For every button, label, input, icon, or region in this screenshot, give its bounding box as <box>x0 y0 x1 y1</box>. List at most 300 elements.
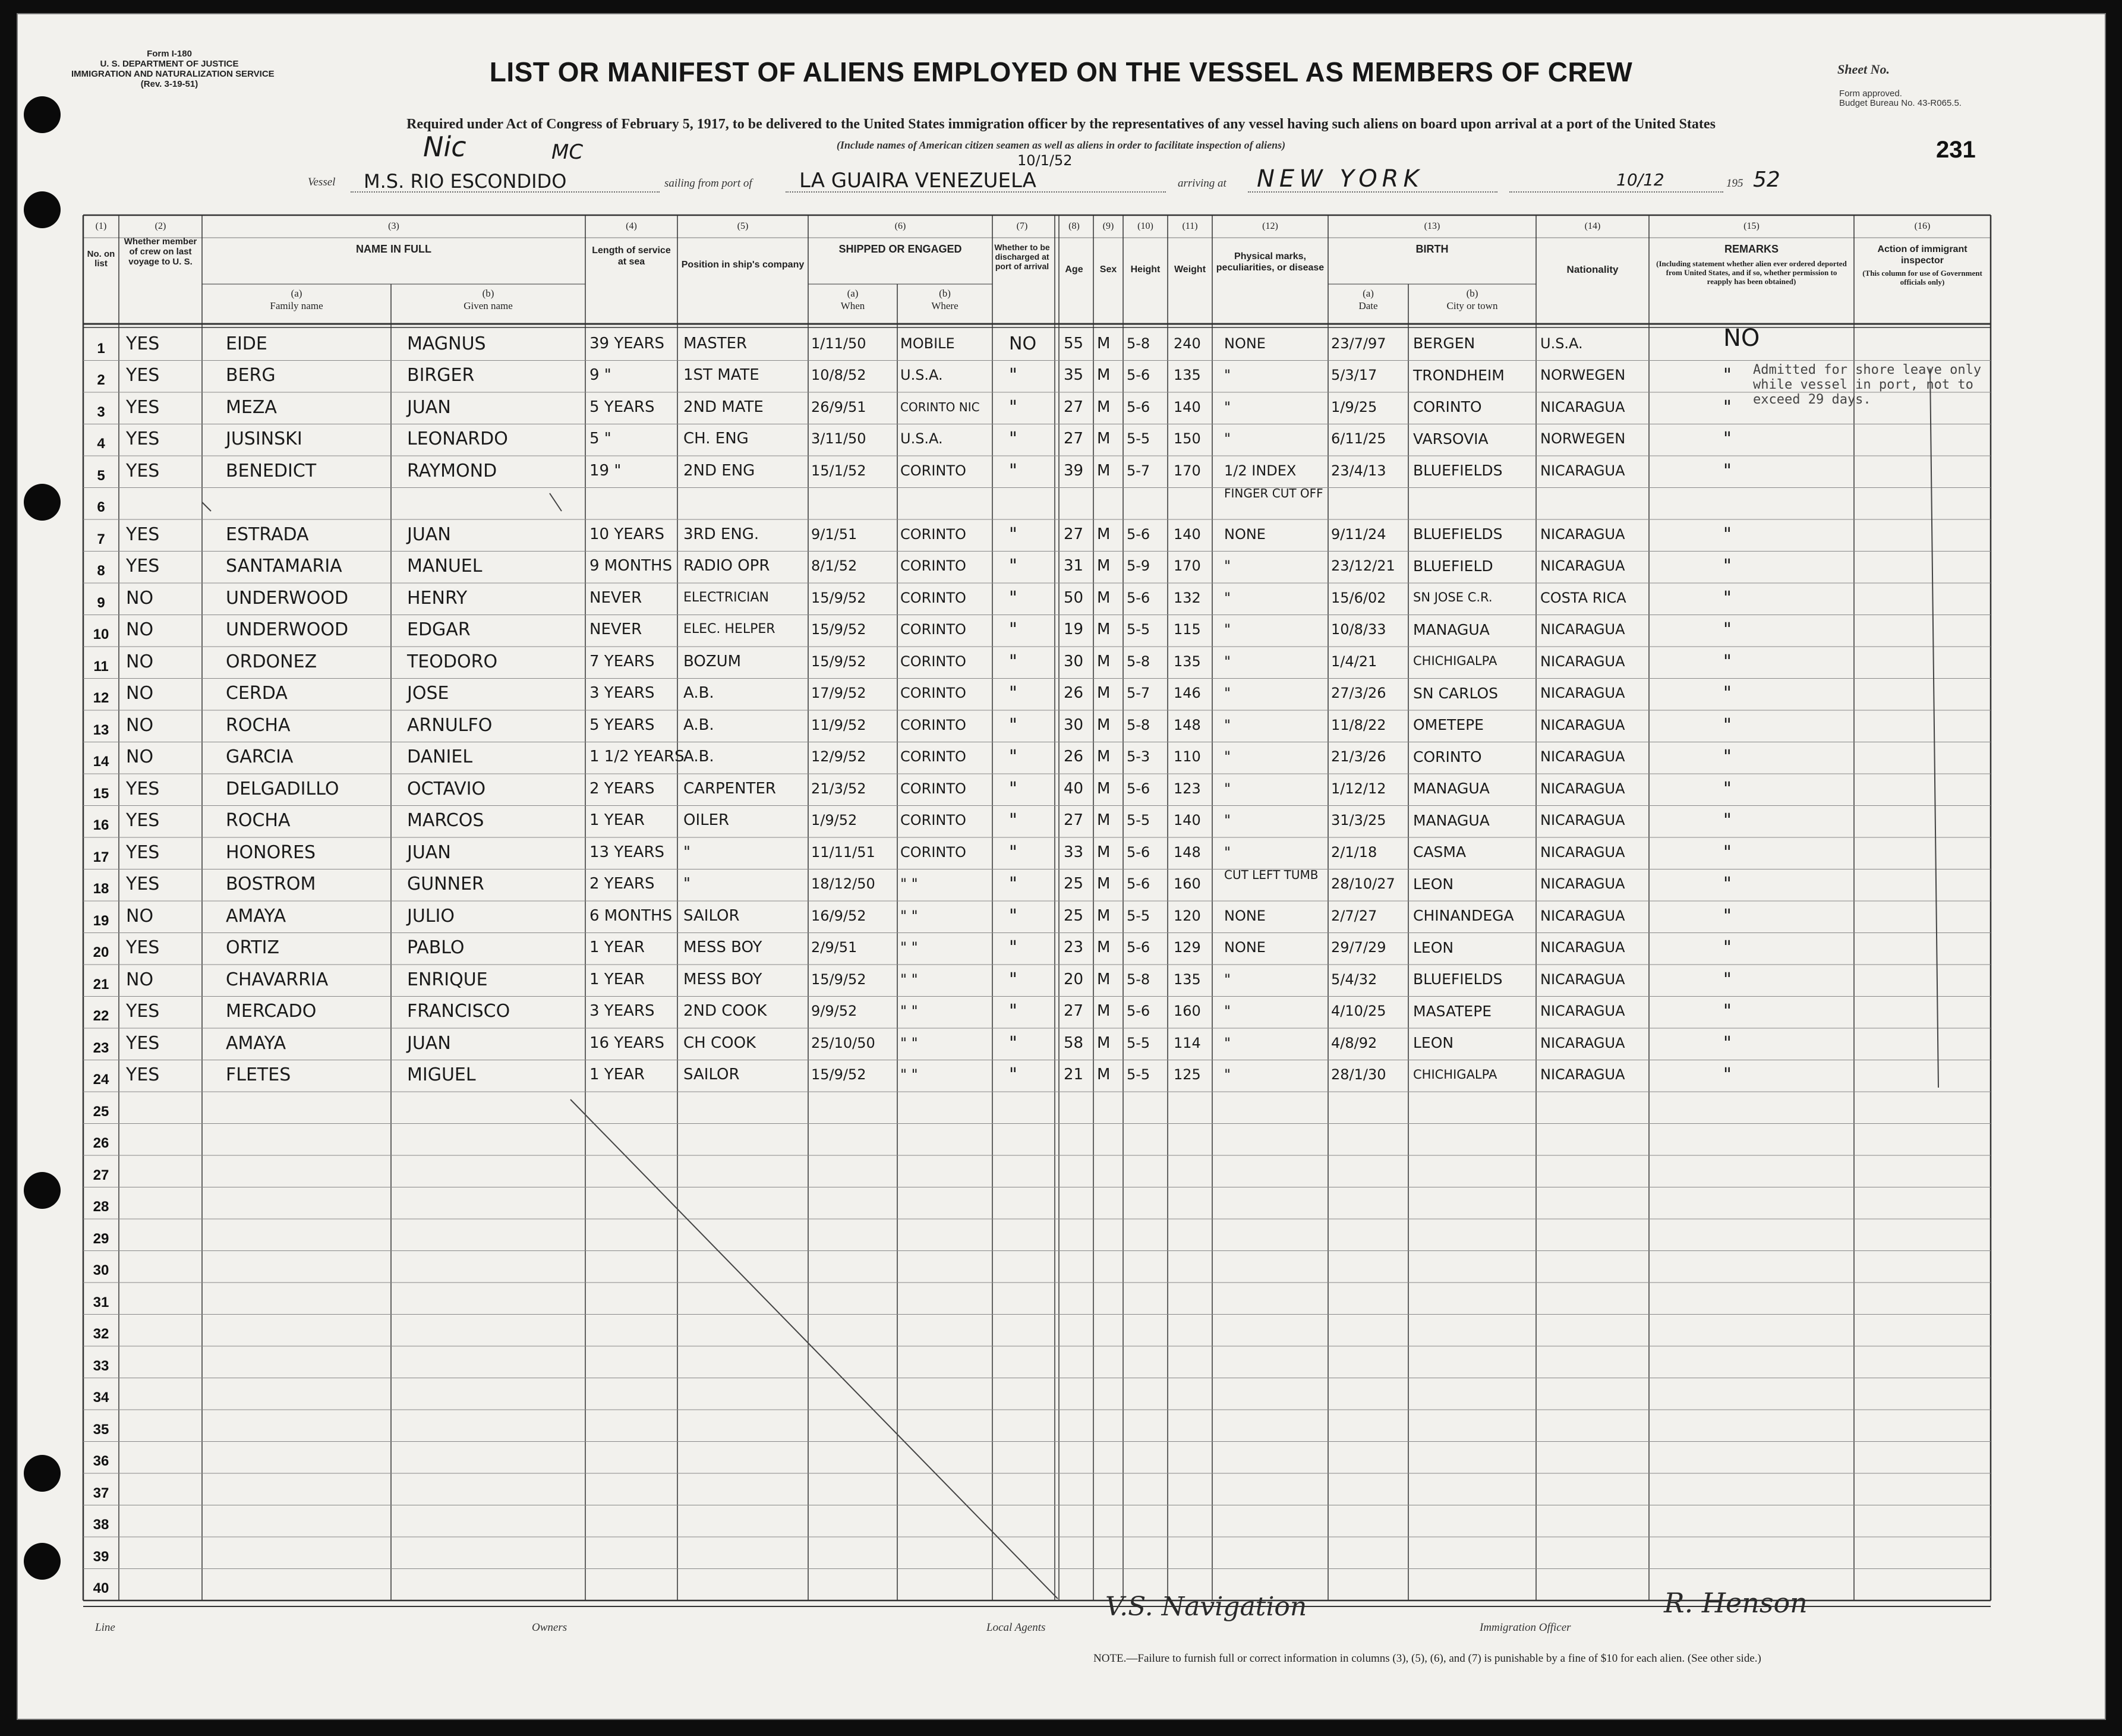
physical-marks-cell: " <box>1224 1034 1231 1051</box>
shipped-when-cell: 12/9/52 <box>811 748 866 765</box>
shipped-where-cell: U.S.A. <box>900 430 943 447</box>
age-cell: 23 <box>1064 938 1084 956</box>
shipped-where-cell: " " <box>900 1034 918 1051</box>
shipped-when-cell: 2/9/51 <box>811 939 857 956</box>
physical-marks-cell: " <box>1224 843 1231 861</box>
prev-voyage-cell: YES <box>126 1064 160 1085</box>
row-number: 29 <box>93 1230 109 1247</box>
height-cell: 5-6 <box>1127 939 1150 956</box>
row-number: 7 <box>97 531 105 547</box>
remark-cell: " <box>1723 1001 1732 1022</box>
birth-city-cell: BLUEFIELD <box>1413 557 1493 575</box>
physical-marks-cell: " <box>1224 971 1231 988</box>
shipped-when-cell: 21/3/52 <box>811 780 866 797</box>
weight-cell: 135 <box>1174 971 1201 988</box>
discharge-cell: " <box>1009 1001 1017 1022</box>
weight-cell: 123 <box>1174 780 1201 797</box>
given-name-cell: HENRY <box>407 587 468 609</box>
nationality-cell: U.S.A. <box>1540 335 1583 352</box>
row-number: 8 <box>97 563 105 579</box>
position-cell: CARPENTER <box>683 779 776 798</box>
position-cell: " <box>683 843 690 861</box>
physical-marks-cell: " <box>1224 557 1231 574</box>
prev-voyage-cell: YES <box>126 810 160 831</box>
service-length-cell: NEVER <box>589 588 642 607</box>
discharge-cell: " <box>1009 651 1017 672</box>
header-where: Where <box>931 300 958 311</box>
age-cell: 27 <box>1064 525 1084 543</box>
nationality-cell: NICARAGUA <box>1540 812 1625 828</box>
row-number: 34 <box>93 1390 109 1406</box>
physical-marks-cell: " <box>1224 812 1231 828</box>
height-cell: 5-5 <box>1127 1034 1150 1051</box>
prev-voyage-cell: YES <box>126 556 160 576</box>
row-number: 37 <box>93 1485 109 1501</box>
physical-marks-cell: " <box>1224 589 1231 606</box>
discharge-cell: " <box>1009 429 1017 449</box>
given-name-cell: FRANCISCO <box>407 1001 510 1022</box>
height-cell: 5-5 <box>1127 812 1150 828</box>
prev-voyage-cell: YES <box>126 524 160 545</box>
row-number: 14 <box>93 754 109 770</box>
given-name-cell: BIRGER <box>407 365 475 386</box>
prev-voyage-cell: NO <box>126 905 154 927</box>
shipped-when-cell: 11/11/51 <box>811 843 875 861</box>
footer-owners-label: Owners <box>532 1621 567 1634</box>
remark-cell: " <box>1723 683 1732 704</box>
pen-mark-vertical <box>1930 368 1938 1088</box>
given-name-cell: JULIO <box>407 905 455 927</box>
arriving-label: arriving at <box>1178 177 1226 190</box>
birth-city-cell: OMETEPE <box>1413 716 1484 733</box>
shipped-where-cell: CORINTO <box>900 685 966 701</box>
weight-cell: 140 <box>1174 812 1201 828</box>
shipped-when-cell: 10/8/52 <box>811 367 866 383</box>
service-length-cell: 10 YEARS <box>589 525 665 543</box>
nationality-cell: NICARAGUA <box>1540 780 1625 797</box>
height-cell: 5-6 <box>1127 367 1150 383</box>
service-length-cell: 1 1/2 YEARS <box>589 748 685 765</box>
header-remarks: REMARKS <box>1724 243 1779 255</box>
shipped-when-cell: 17/9/52 <box>811 685 866 701</box>
row-number: 23 <box>93 1039 109 1056</box>
family-name-cell: ESTRADA <box>226 524 309 545</box>
row-number: 24 <box>93 1072 109 1088</box>
service-length-cell: 1 YEAR <box>589 970 645 988</box>
position-cell: BOZUM <box>683 652 742 670</box>
prev-voyage-cell: NO <box>126 969 154 990</box>
age-cell: 50 <box>1064 588 1084 607</box>
nationality-cell: NICARAGUA <box>1540 462 1625 479</box>
row-number: 18 <box>93 881 109 897</box>
row-number: 21 <box>93 976 109 993</box>
shipped-where-cell: CORINTO <box>900 589 966 606</box>
row-number: 19 <box>93 912 109 929</box>
header-when: When <box>840 300 865 311</box>
form-approved-text: Form approved. <box>1839 89 1902 99</box>
shipped-where-cell: CORINTO <box>900 843 966 861</box>
nationality-cell: NICARAGUA <box>1540 843 1625 861</box>
birth-city-cell: BLUEFIELDS <box>1413 462 1503 479</box>
remark-cell: " <box>1723 460 1732 481</box>
age-cell: 55 <box>1064 334 1084 352</box>
service-length-cell: 39 YEARS <box>589 334 665 352</box>
birth-date-cell: 28/10/27 <box>1331 875 1395 892</box>
given-name-cell: OCTAVIO <box>407 778 486 799</box>
service-length-cell: 16 YEARS <box>589 1034 665 1052</box>
header-prev-voyage: Whether member of crew on last voyage to U. S. <box>124 237 197 267</box>
nationality-cell: NICARAGUA <box>1540 1034 1625 1051</box>
position-cell: SAILOR <box>683 906 740 925</box>
prev-voyage-cell: YES <box>126 429 160 449</box>
family-name-cell: ROCHA <box>226 714 291 736</box>
age-cell: 31 <box>1064 557 1084 575</box>
weight-cell: 132 <box>1174 589 1201 606</box>
birth-date-cell: 1/12/12 <box>1331 780 1386 797</box>
prev-voyage-cell: YES <box>126 333 160 354</box>
header-shipped: SHIPPED OR ENGAGED <box>838 243 962 255</box>
birth-city-cell: MANAGUA <box>1413 780 1490 797</box>
birth-city-cell: CORINTO <box>1413 398 1482 415</box>
weight-cell: 120 <box>1174 907 1201 924</box>
physical-marks-cell: " <box>1224 780 1231 797</box>
family-name-cell: BOSTROM <box>226 874 316 894</box>
header-remarks-note: (Including statement whether alien ever ordered deported from United States, and if so, whether permission to reapply has been obtained) <box>1656 259 1847 286</box>
age-cell: 27 <box>1064 1002 1084 1020</box>
given-name-cell: EDGAR <box>407 619 471 640</box>
discharge-cell: " <box>1009 619 1017 640</box>
row-number: 28 <box>93 1199 109 1215</box>
row-number: 27 <box>93 1167 109 1183</box>
birth-date-cell: 11/8/22 <box>1331 716 1386 733</box>
row-number: 10 <box>93 626 109 642</box>
birth-city-cell: CHINANDEGA <box>1413 907 1514 924</box>
sex-cell: M <box>1097 811 1111 829</box>
family-name-cell: UNDERWOOD <box>226 587 349 609</box>
footer-line-label: Line <box>95 1621 115 1634</box>
birth-city-cell: CASMA <box>1413 843 1467 861</box>
row-number: 16 <box>93 817 109 833</box>
remark-cell: " <box>1723 429 1732 449</box>
position-cell: OILER <box>683 811 730 829</box>
weight-cell: 114 <box>1174 1034 1201 1051</box>
header-no-on-list: No. on list <box>87 249 115 269</box>
header-given-name: Given name <box>464 300 513 311</box>
shipped-where-cell: CORINTO <box>900 621 966 638</box>
shipped-when-cell: 15/9/52 <box>811 1066 866 1083</box>
birth-date-cell: 2/1/18 <box>1331 843 1377 861</box>
shipped-where-cell: CORINTO <box>900 812 966 828</box>
colnum-2: (2) <box>155 221 166 231</box>
remark-cell: " <box>1723 619 1732 640</box>
nationality-cell: NICARAGUA <box>1540 685 1625 701</box>
prev-voyage-cell: YES <box>126 460 160 481</box>
nationality-cell: NICARAGUA <box>1540 907 1625 924</box>
birth-date-cell: 9/11/24 <box>1331 525 1386 543</box>
pen-tick <box>550 493 562 511</box>
prev-voyage-cell: NO <box>126 714 154 736</box>
header-sub-13a: (a) <box>1363 288 1374 299</box>
shipped-where-cell: " " <box>900 907 918 924</box>
colnum-10: (10) <box>1137 221 1153 231</box>
nationality-cell: NICARAGUA <box>1540 1003 1625 1019</box>
nationality-cell: NICARAGUA <box>1540 1066 1625 1083</box>
age-cell: 33 <box>1064 843 1084 861</box>
weight-cell: 150 <box>1174 430 1201 447</box>
service-length-cell: 1 YEAR <box>589 811 645 829</box>
colnum-12: (12) <box>1262 221 1278 231</box>
prev-voyage-cell: NO <box>126 746 154 767</box>
discharge-cell: " <box>1009 969 1017 990</box>
position-cell: 1ST MATE <box>683 366 759 384</box>
discharge-cell: " <box>1009 365 1017 386</box>
sailing-date: 10/1/52 <box>1017 152 1073 169</box>
prev-voyage-cell: NO <box>126 619 154 640</box>
shipped-where-cell: CORINTO <box>900 716 966 733</box>
birth-date-cell: 23/4/13 <box>1331 462 1386 479</box>
budget-bureau-text: Budget Bureau No. 43-R065.5. <box>1839 98 1962 108</box>
height-cell: 5-3 <box>1127 748 1150 765</box>
row-number: 40 <box>93 1580 109 1596</box>
colnum-11: (11) <box>1182 221 1198 231</box>
header-nationality: Nationality <box>1566 264 1619 275</box>
row-number: 13 <box>93 722 109 738</box>
birth-city-cell: LEON <box>1413 1034 1454 1051</box>
birth-city-cell: SN CARLOS <box>1413 684 1499 702</box>
family-name-cell: BENEDICT <box>226 460 317 481</box>
sex-cell: M <box>1097 906 1111 925</box>
age-cell: 26 <box>1064 684 1084 702</box>
birth-city-cell: MANAGUA <box>1413 620 1490 638</box>
given-name-cell: RAYMOND <box>407 460 497 481</box>
sex-cell: M <box>1097 843 1111 861</box>
family-name-cell: SANTAMARIA <box>226 556 342 576</box>
weight-cell: 115 <box>1174 621 1201 638</box>
height-cell: 5-6 <box>1127 843 1150 861</box>
physical-marks-cell: FINGER CUT OFF <box>1224 486 1323 500</box>
age-cell: 39 <box>1064 461 1084 480</box>
age-cell: 58 <box>1064 1034 1084 1052</box>
shipped-where-cell: MOBILE <box>900 335 955 352</box>
height-cell: 5-5 <box>1127 1066 1150 1083</box>
birth-city-cell: BLUEFIELDS <box>1413 525 1503 543</box>
row-number: 35 <box>93 1421 109 1438</box>
prev-voyage-cell: NO <box>126 683 154 704</box>
birth-city-cell: SN JOSE C.R. <box>1413 590 1493 604</box>
position-cell: 2ND ENG <box>683 461 755 480</box>
birth-date-cell: 28/1/30 <box>1331 1066 1386 1083</box>
discharge-cell: " <box>1009 905 1017 927</box>
row-number: 2 <box>97 372 105 388</box>
family-name-cell: GARCIA <box>226 746 294 767</box>
service-length-cell: 3 YEARS <box>589 684 655 702</box>
service-length-cell: 5 " <box>589 430 611 448</box>
header-physical-marks: Physical marks, peculiarities, or disease <box>1216 251 1325 273</box>
position-cell: 2ND COOK <box>683 1002 767 1020</box>
given-name-cell: MARCOS <box>407 810 484 831</box>
row-number: 9 <box>97 594 105 611</box>
header-position: Position in ship's company <box>681 260 805 270</box>
weight-cell: 140 <box>1174 525 1201 543</box>
footer-note: NOTE.—Failure to furnish full or correct information in columns (3), (5), (6), and (7) is punishable by a fine of $10 for each alien. (See other side.) <box>1093 1652 1761 1665</box>
discharge-cell: " <box>1009 778 1017 799</box>
height-cell: 5-6 <box>1127 525 1150 543</box>
sex-cell: M <box>1097 748 1111 765</box>
remark-cell: NO <box>1723 324 1760 352</box>
shipped-when-cell: 15/9/52 <box>811 589 866 606</box>
nationality-cell: NICARAGUA <box>1540 621 1625 638</box>
discharge-cell: " <box>1009 874 1017 894</box>
sex-cell: M <box>1097 875 1111 893</box>
officer-signature: R. Henson <box>1664 1587 1808 1619</box>
remark-cell: " <box>1723 778 1732 799</box>
discharge-cell: " <box>1009 460 1017 481</box>
weight-cell: 140 <box>1174 398 1201 415</box>
given-name-cell: ARNULFO <box>407 714 493 736</box>
service-length-cell: 1 YEAR <box>589 1066 645 1083</box>
age-cell: 20 <box>1064 970 1084 988</box>
shipped-where-cell: CORINTO <box>900 557 966 574</box>
family-name-cell: CERDA <box>226 683 288 704</box>
given-name-cell: JUAN <box>407 524 451 545</box>
year: 52 <box>1753 168 1780 192</box>
service-length-cell: NEVER <box>589 620 642 638</box>
form-number: Form I-180 <box>147 49 192 59</box>
given-name-cell: JUAN <box>407 396 451 418</box>
weight-cell: 135 <box>1174 367 1201 383</box>
birth-city-cell: MANAGUA <box>1413 811 1490 829</box>
family-name-cell: FLETES <box>226 1064 291 1085</box>
header-sub-b: (b) <box>482 288 494 299</box>
birth-date-cell: 10/8/33 <box>1331 621 1386 638</box>
weight-cell: 110 <box>1174 748 1201 765</box>
remark-cell: " <box>1723 651 1732 672</box>
footer-agents-label: Local Agents <box>986 1621 1046 1634</box>
birth-city-cell: LEON <box>1413 875 1454 893</box>
height-cell: 5-8 <box>1127 716 1150 733</box>
colnum-9: (9) <box>1102 221 1114 231</box>
footer-officer-label: Immigration Officer <box>1480 1621 1571 1634</box>
row-number: 5 <box>97 467 105 484</box>
discharge-cell: NO <box>1009 333 1037 354</box>
sex-cell: M <box>1097 334 1111 352</box>
birth-date-cell: 27/3/26 <box>1331 685 1386 701</box>
header-length-service: Length of service at sea <box>592 245 671 267</box>
physical-marks-cell: CUT LEFT TUMB <box>1224 868 1319 882</box>
shipped-where-cell: CORINTO <box>900 780 966 797</box>
row-number: 39 <box>93 1548 109 1565</box>
birth-date-cell: 23/12/21 <box>1331 557 1395 574</box>
prev-voyage-cell: YES <box>126 778 160 799</box>
sex-cell: M <box>1097 779 1111 798</box>
sex-cell: M <box>1097 525 1111 543</box>
given-name-cell: JUAN <box>407 1032 451 1054</box>
row-number: 15 <box>93 785 109 802</box>
birth-city-cell: VARSOVIA <box>1413 430 1489 448</box>
birth-date-cell: 4/10/25 <box>1331 1003 1386 1019</box>
shipped-when-cell: 18/12/50 <box>811 875 875 892</box>
service-length-cell: 2 YEARS <box>589 875 655 893</box>
sex-cell: M <box>1097 461 1111 480</box>
weight-cell: 146 <box>1174 685 1201 701</box>
physical-marks-cell: " <box>1224 748 1231 765</box>
physical-marks-cell: NONE <box>1224 525 1266 543</box>
birth-date-cell: 1/9/25 <box>1331 398 1377 415</box>
sailing-from: LA GUAIRA VENEZUELA <box>799 169 1036 193</box>
discharge-cell: " <box>1009 1064 1017 1085</box>
age-cell: 30 <box>1064 716 1084 734</box>
weight-cell: 240 <box>1174 335 1201 352</box>
shipped-when-cell: 15/9/52 <box>811 971 866 988</box>
agents-signature: V.S. Navigation <box>1105 1592 1307 1622</box>
remark-cell: " <box>1723 1064 1732 1085</box>
typed-remark-line: Admitted for shore leave only <box>1753 363 1982 377</box>
discharge-cell: " <box>1009 396 1017 418</box>
birth-city-cell: CHICHIGALPA <box>1413 1067 1497 1082</box>
shipped-when-cell: 15/9/52 <box>811 621 866 638</box>
weight-cell: 160 <box>1174 1003 1201 1019</box>
physical-marks-cell: " <box>1224 367 1231 383</box>
row-number: 33 <box>93 1357 109 1374</box>
birth-date-cell: 5/3/17 <box>1331 367 1377 383</box>
birth-date-cell: 2/7/27 <box>1331 907 1377 924</box>
header-birth: BIRTH <box>1415 243 1449 255</box>
physical-marks-cell: NONE <box>1224 907 1266 924</box>
vessel-name: M.S. RIO ESCONDIDO <box>364 170 567 193</box>
discharge-cell: " <box>1009 683 1017 704</box>
row-number: 38 <box>93 1517 109 1533</box>
prev-voyage-cell: YES <box>126 365 160 386</box>
discharge-cell: " <box>1009 810 1017 831</box>
remark-cell: " <box>1723 1032 1732 1054</box>
given-name-cell: MAGNUS <box>407 333 486 354</box>
sex-cell: M <box>1097 716 1111 734</box>
shipped-when-cell: 1/9/52 <box>811 812 857 828</box>
shipped-where-cell: U.S.A. <box>900 367 943 383</box>
given-name-cell: MIGUEL <box>407 1064 476 1085</box>
position-cell: " <box>683 875 690 893</box>
birth-date-cell: 15/6/02 <box>1331 589 1386 606</box>
page-number: 231 <box>1936 137 1976 163</box>
physical-marks-cell: NONE <box>1224 939 1266 956</box>
row-number: 1 <box>97 340 105 357</box>
row-number: 32 <box>93 1326 109 1342</box>
weight-cell: 160 <box>1174 875 1201 892</box>
header-family-name: Family name <box>270 300 323 311</box>
sex-cell: M <box>1097 1002 1111 1020</box>
row-number: 4 <box>97 436 105 452</box>
colnum-13: (13) <box>1424 221 1440 231</box>
age-cell: 19 <box>1064 620 1084 638</box>
prev-voyage-cell: NO <box>126 587 154 609</box>
height-cell: 5-6 <box>1127 1003 1150 1019</box>
prev-voyage-cell: YES <box>126 1032 160 1054</box>
discharge-cell: " <box>1009 1032 1017 1054</box>
colnum-8: (8) <box>1068 221 1080 231</box>
weight-cell: 125 <box>1174 1066 1201 1083</box>
shipped-when-cell: 15/1/52 <box>811 462 866 479</box>
prev-voyage-cell: YES <box>126 396 160 418</box>
age-cell: 27 <box>1064 430 1084 448</box>
remark-cell: " <box>1723 746 1732 767</box>
header-sub-6a: (a) <box>847 288 859 299</box>
family-name-cell: ROCHA <box>226 810 291 831</box>
service: IMMIGRATION AND NATURALIZATION SERVICE <box>71 69 275 79</box>
height-cell: 5-6 <box>1127 780 1150 797</box>
row-number: 17 <box>93 849 109 865</box>
year-label: 195 <box>1726 177 1743 190</box>
birth-city-cell: CORINTO <box>1413 748 1482 765</box>
